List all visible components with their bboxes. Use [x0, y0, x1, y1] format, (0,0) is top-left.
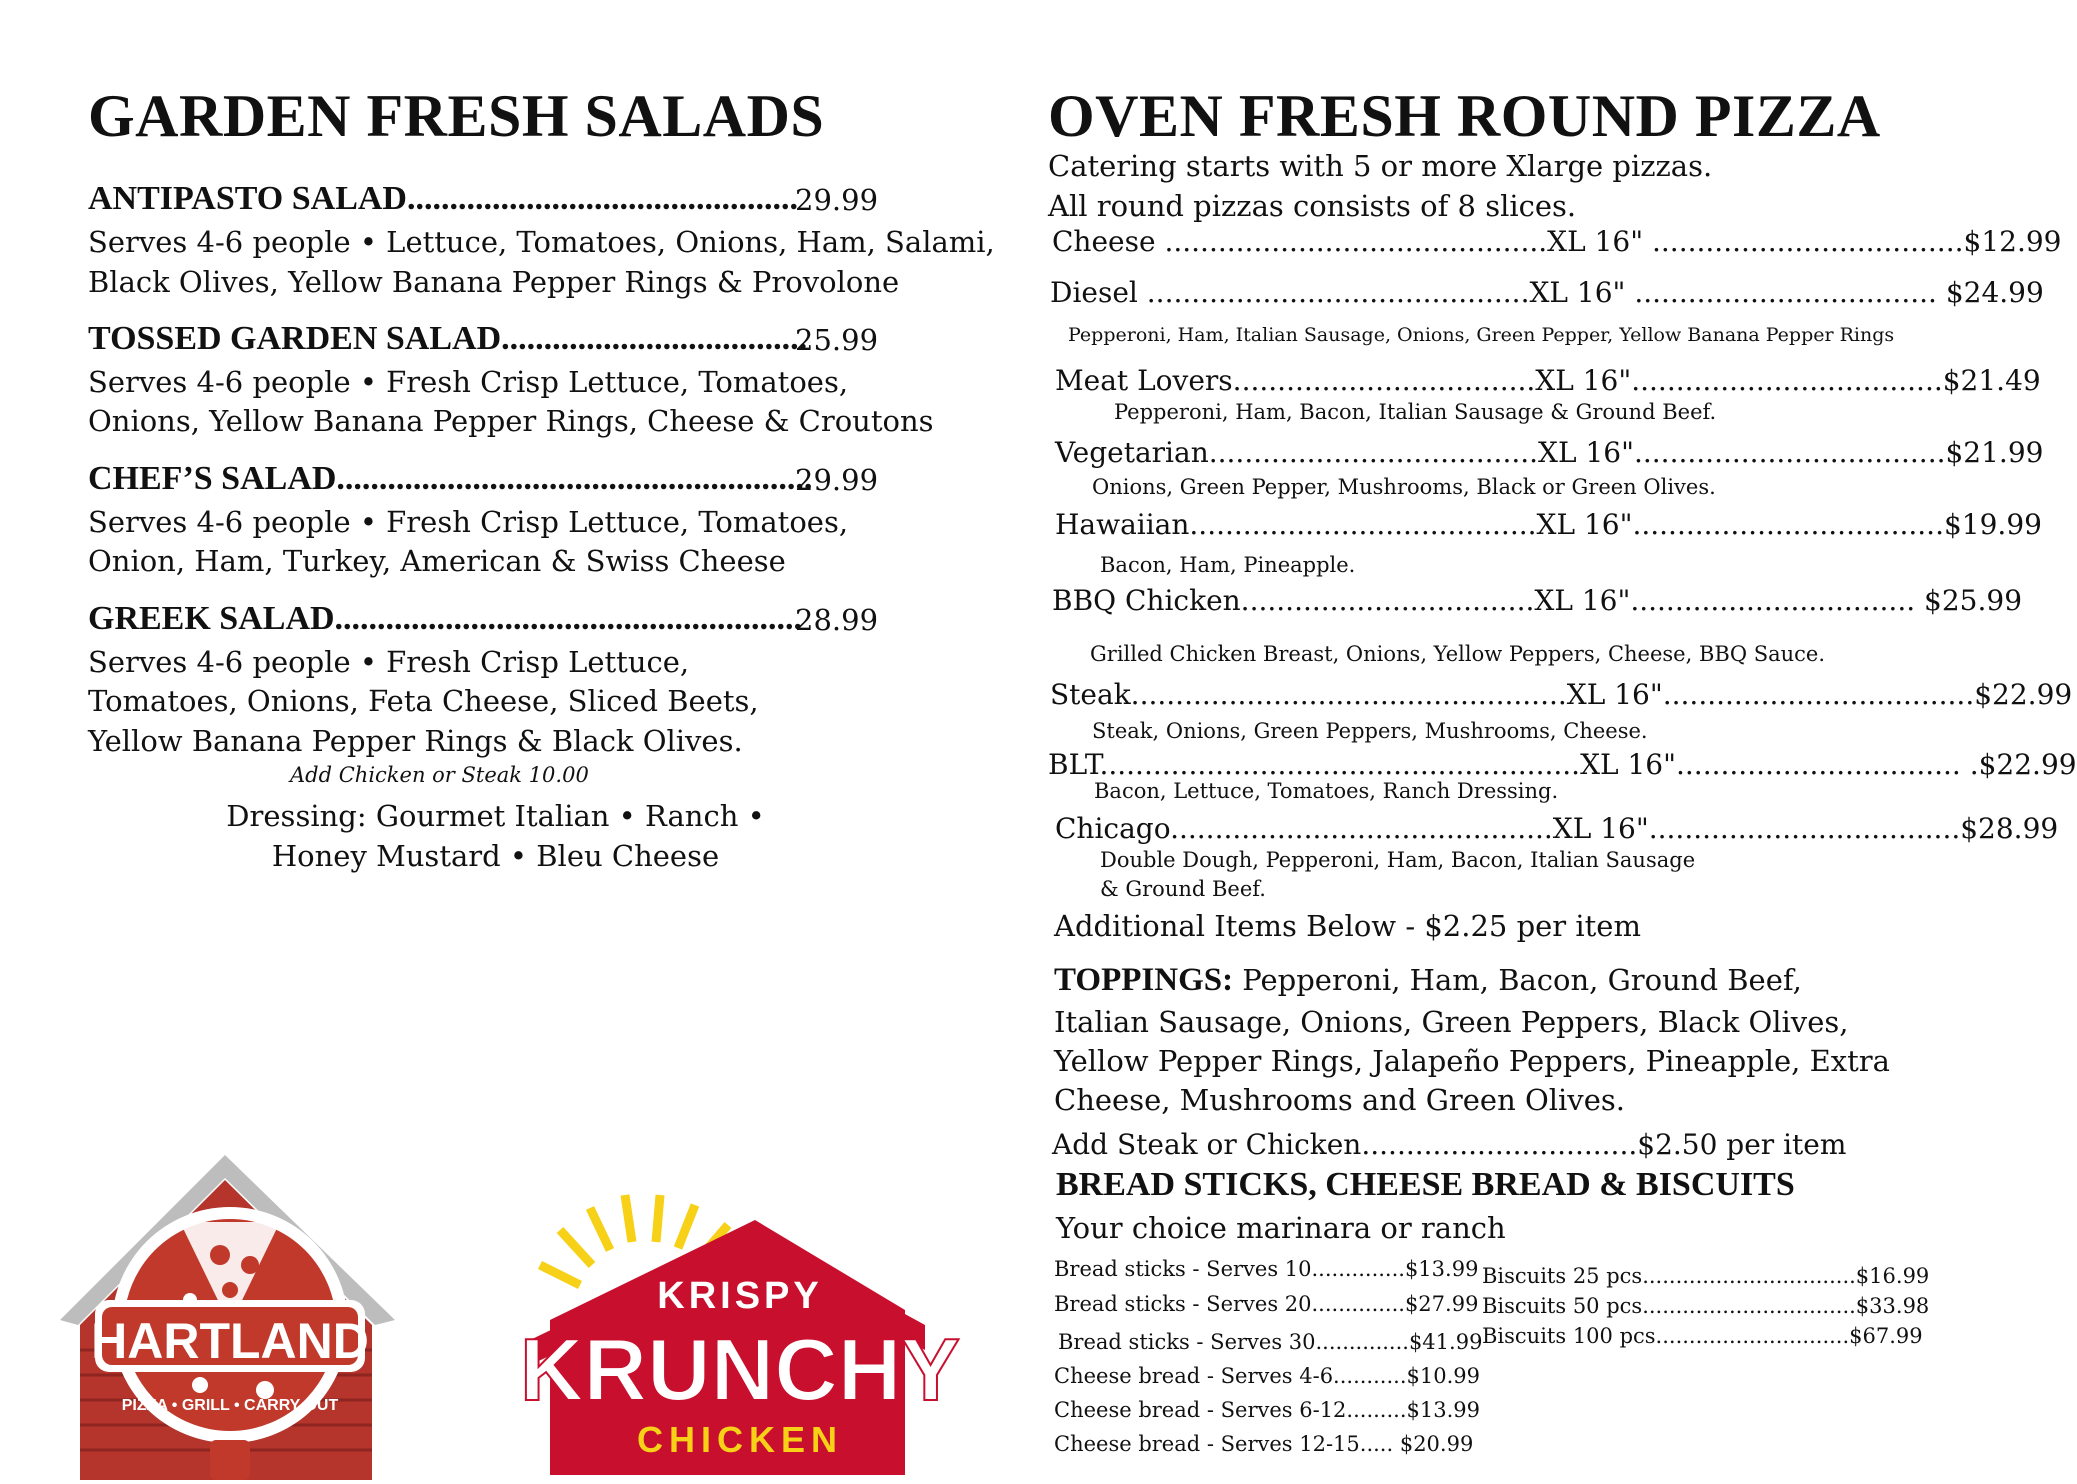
bread-row: Bread sticks - Serves 30..............$41.99: [1058, 1330, 1483, 1354]
pizza-desc: Grilled Chicken Breast, Onions, Yellow Peppers, Cheese, BBQ Sauce.: [1090, 642, 1826, 666]
pizza-row: BBQ Chicken.................................XL 16"................................ $25.99: [1052, 584, 2023, 617]
bread-subheading: Your choice marinara or ranch: [1056, 1211, 1506, 1245]
toppings-line: Italian Sausage, Onions, Green Peppers, Black Olives,: [1054, 1005, 1849, 1039]
bread-row: Bread sticks - Serves 10..............$13.99: [1054, 1257, 1479, 1281]
bread-row: Cheese bread - Serves 12-15..... $20.99: [1054, 1432, 1474, 1456]
toppings-text: Pepperoni, Ham, Bacon, Ground Beef,: [1233, 963, 1802, 997]
pizza-desc: Steak, Onions, Green Peppers, Mushrooms, Cheese.: [1092, 719, 1648, 743]
pizza-desc: Double Dough, Pepperoni, Ham, Bacon, Italian Sausage: [1100, 848, 1696, 872]
biscuit-row: Biscuits 50 pcs................................$33.98: [1482, 1294, 1930, 1318]
salad-desc-line: Black Olives, Yellow Banana Pepper Rings & Provolone: [88, 265, 900, 299]
bread-row: Bread sticks - Serves 20..............$27.99: [1054, 1292, 1479, 1316]
bread-heading: BREAD STICKS, CHEESE BREAD & BISCUITS: [1056, 1166, 1795, 1203]
salad-desc-line: Serves 4-6 people • Fresh Crisp Lettuce, Tomatoes,: [88, 505, 849, 539]
salad-desc-line: Serves 4-6 people • Fresh Crisp Lettuce, Tomatoes,: [88, 365, 849, 399]
dressing-line: Honey Mustard • Bleu Cheese: [271, 839, 720, 873]
biscuit-row: Biscuits 25 pcs................................$16.99: [1482, 1264, 1930, 1288]
salad-price: 25.99: [795, 323, 879, 357]
pizza-desc: Onions, Green Pepper, Mushrooms, Black or Green Olives.: [1092, 475, 1716, 499]
pizza-row: Diesel ...........................................XL 16" .................................. $24.99: [1050, 276, 2044, 309]
hartland-logo: [50, 1150, 405, 1480]
salad-desc-line: Serves 4-6 people • Fresh Crisp Lettuce,: [88, 645, 690, 679]
krunchy-logo-text: KRUNCHY: [520, 1320, 960, 1419]
pizza-desc: Pepperoni, Ham, Bacon, Italian Sausage & Ground Beef.: [1114, 400, 1717, 424]
pizza-heading: OVEN FRESH ROUND PIZZA: [1048, 83, 1881, 149]
hartland-logo-tagline: PIZZA • GRILL • CARRY OUT: [121, 1397, 339, 1414]
pizza-row: Steak.................................................XL 16"...................................$22.99: [1050, 678, 2073, 711]
bread-row: Cheese bread - Serves 4-6...........$10.99: [1054, 1364, 1480, 1388]
salad-price: 29.99: [795, 183, 879, 217]
pizza-intro: All round pizzas consists of 8 slices.: [1048, 189, 1577, 223]
additional-items: Additional Items Below - $2.25 per item: [1054, 909, 1641, 943]
pizza-desc: Bacon, Ham, Pineapple.: [1100, 553, 1356, 577]
salad-desc-line: Yellow Banana Pepper Rings & Black Olives.: [88, 724, 743, 758]
salad-addon-note: Add Chicken or Steak 10.00: [290, 763, 589, 787]
salad-desc-line: Onions, Yellow Banana Pepper Rings, Cheese & Croutons: [88, 404, 934, 438]
pizza-row: BLT......................................................XL 16"................................ .$22.99: [1048, 748, 2077, 781]
salad-price: 29.99: [795, 463, 879, 497]
add-steak-line: Add Steak or Chicken...............................$2.50 per item: [1052, 1128, 1847, 1161]
toppings-line: Yellow Pepper Rings, Jalapeño Peppers, Pineapple, Extra: [1054, 1044, 1890, 1078]
toppings-label: TOPPINGS:: [1054, 962, 1234, 998]
pizza-row: Chicago...........................................XL 16"...................................$28.99: [1055, 812, 2059, 845]
pizza-row: Meat Lovers..................................XL 16"...................................$21.49: [1055, 364, 2041, 397]
bread-row: Cheese bread - Serves 6-12.........$13.99: [1054, 1398, 1480, 1422]
salad-desc-line: Tomatoes, Onions, Feta Cheese, Sliced Beets,: [88, 684, 759, 718]
krispy-krunchy-logo: [510, 1190, 960, 1475]
biscuit-row: Biscuits 100 pcs.............................$67.99: [1482, 1324, 1923, 1348]
salad-desc-line: Onion, Ham, Turkey, American & Swiss Cheese: [88, 544, 786, 578]
pizza-desc: & Ground Beef.: [1100, 877, 1266, 901]
salads-heading: GARDEN FRESH SALADS: [88, 83, 825, 149]
pizza-row: Vegetarian.....................................XL 16"...................................$21.99: [1055, 436, 2044, 469]
pizza-intro: Catering starts with 5 or more Xlarge pizzas.: [1048, 149, 1713, 183]
pizza-desc: Bacon, Lettuce, Tomatoes, Ranch Dressing.: [1094, 779, 1559, 803]
salad-title: GREEK SALAD.......................................................: [88, 600, 803, 637]
dressing-line: Dressing: Gourmet Italian • Ranch •: [226, 799, 765, 833]
salad-title: ANTIPASTO SALAD..............................................: [88, 180, 798, 217]
krispy-logo-text: KRISPY: [657, 1275, 823, 1317]
pizza-desc: Pepperoni, Ham, Italian Sausage, Onions, Green Pepper, Yellow Banana Pepper Rings: [1068, 324, 1895, 346]
pizza-row: Cheese ...........................................XL 16" ...................................$12.99: [1052, 225, 2062, 258]
toppings-line: Cheese, Mushrooms and Green Olives.: [1054, 1083, 1625, 1117]
salad-price: 28.99: [795, 603, 879, 637]
pizza-row: Hawaiian.......................................XL 16"...................................$19.99: [1055, 508, 2042, 541]
chicken-logo-text: CHICKEN: [636, 1419, 844, 1460]
salad-title: TOSSED GARDEN SALAD....................................: [88, 320, 808, 357]
salad-desc-line: Serves 4-6 people • Lettuce, Tomatoes, Onions, Ham, Salami,: [88, 225, 995, 259]
hartland-logo-text: HARTLAND: [91, 1313, 369, 1369]
toppings-line: [1054, 960, 1802, 1000]
salad-title: CHEF’S SALAD........................................................: [88, 460, 813, 497]
